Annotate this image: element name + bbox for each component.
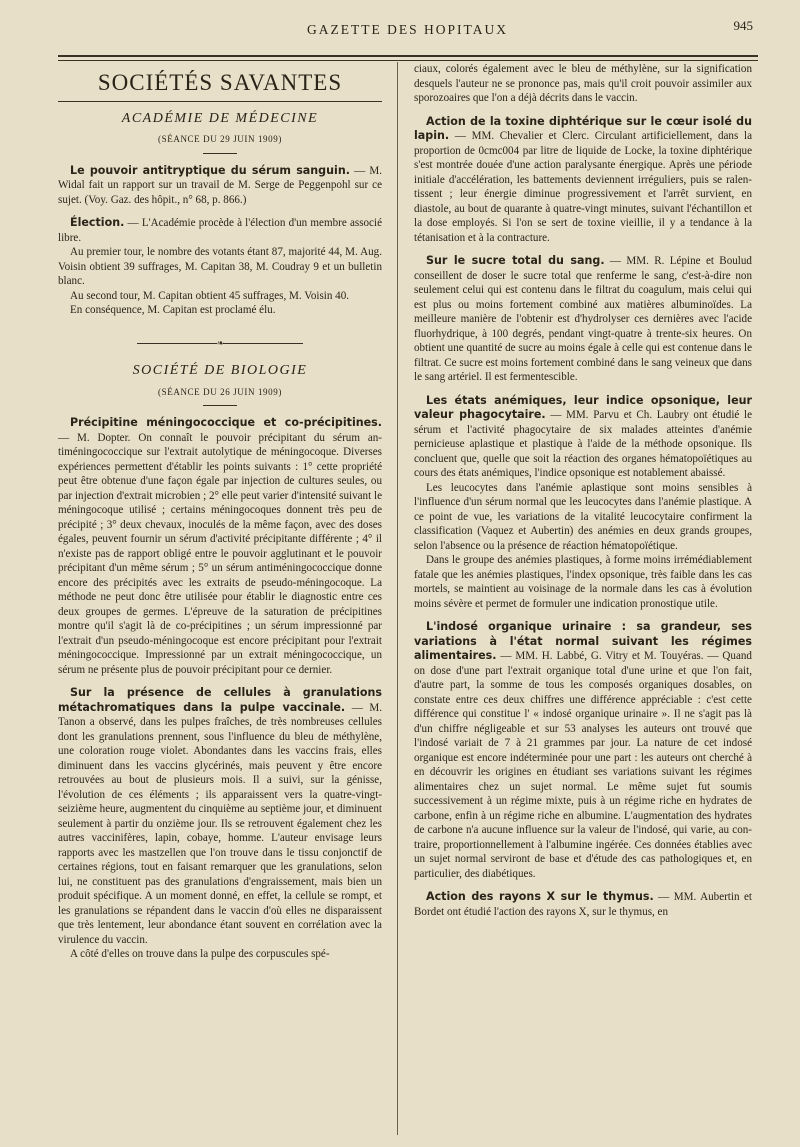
- article-text: — MM. Aubertin et Bordet ont étudié l'action des rayons X, sur le thymus, en: [414, 891, 752, 918]
- short-rule: [203, 405, 237, 406]
- article-title: Les états anémiques, leur indice opsonique, leur valeur phagocytaire.: [414, 393, 752, 421]
- paragraph: A côté d'elles on trouve dans la pulpe des corpuscules spé-: [70, 948, 330, 960]
- article-title: Précipitine méningococcique et co-précipitines.: [70, 416, 382, 429]
- paragraph-continued: ciaux, colorés également avec le bleu de méthylène, sur la signification desquels l'auteur ne se prononce pas, mais qu'il croit pouvoir assimiler aux sporozoaires que l'on a déjà décrits dans le vaccin.: [414, 63, 752, 104]
- article-text: — M. Tanon a observé, dans les pulpes fraîches, de très nombreuses cellules dont les granulations prennent, sous l'influence du bleu de méthylène, une coloration rouge violet. Abondantes dans les vaccins frais, elles diminuent dans les vaccins glycérinés, mais peuvent y être encore retrouvées au bout de plusieurs mois. Il a suivi, sur la génisse, l'évolution de ces éléments ; ils apparaissent vers la quatre-vingt-seizième heure, augmentent du cinquième au septième jour, et diminuent seulement à partir du onzième jour. Ils se retrouvent également chez les autres vaccinifères, lapin, cobaye, homme. L'auteur envisage leurs rapports avec les mastzellen que l'on trouve dans le tissu conjonctif de certaines régions, tout en faisant remarquer que les granulations, selon lui, ne constituent pas des granulations d'engraissement, mais bien un produit spécifique. A un moment donné, en effet, la cellule se rompt, et les granulations se répandent dans le vaccin d'où elles ne disparaissent que très lentement, leur abondance étant souvent en corrélation avec la virulence du vaccin.: [58, 701, 382, 946]
- article-precipitine: [58, 416, 382, 677]
- article-granulations: [58, 686, 382, 947]
- article-title: Sur le sucre total du sang.: [426, 254, 605, 267]
- article-text: — MM. H. Labbé, G. Vitry et M. Touyéras. — Quand on dose d'une part l'extrait organique total d'une urine et que l'on fait, d'autre part, la somme de tous les composés organiques dosables, on constate entre ces deux chiffres une différence appréciable : c'est cette différence qui constitue l' « indosé organique urinaire ». Il ne s'agit pas là d'un chiffre négligeable et sur 53 analyses les auteurs ont trouvé que l'indosé variait de 7 à 21 grammes par jour. La nature de cet indosé organique est encore indéterminée pour une part : les auteurs ont cherché à en découvrir les origines en étudiant ses variations suivant les régimes alimentaires chez un sujet normal. Le même sujet fut soumis successivement à un régime mixte, puis à un régime riche en hydrates de carbone, enfin à un régime riche en albumine. L'augmentation des hydrates de carbone n'a aucune influence sur la valeur de l'indosé, qui varie, au contraire, proportionnellement à l'albumine ingérée. Ces données établies avec un sujet normal serviront de base et d'étude des cas pathologiques et, en particulier, des diabétiques.: [414, 650, 752, 880]
- page-header: [60, 18, 755, 48]
- article-title: Élection.: [70, 216, 125, 229]
- paragraph: Les leucocytes dans l'anémie aplastique sont moins sensibles à l'influence d'un sérum normal que les leucocytes dans l'anémie plastique. A ce point de vue, les variations de la vitalité leucocytaire confirment la classification (Vaquez et Aubertin) des anémies en deux grands groupes, selon l'absence ou la présence de réaction hématopoïétique.: [414, 481, 752, 552]
- running-head: GAZETTE DES HOPITAUX: [307, 22, 508, 37]
- paragraph: En conséquence, M. Capitan est proclamé élu.: [70, 304, 276, 316]
- biologie-title: SOCIÉTÉ DE BIOLOGIE: [132, 363, 308, 378]
- header-rule: [58, 55, 758, 57]
- article-text: — MM. Parvu et Ch. Laubry ont étudié le sérum et l'activité phagocytaire de six malades atteintes d'anémie pernicieuse aplastique et plastique à l'aide de la méthode opsonique. Ils concluent que, quelle que soit la réaction des organes hématopoïétiques au cours des états anémiques, l'indice opsonique est notablement abaissé.: [414, 409, 753, 479]
- article-title: Action des rayons X sur le thymus.: [426, 890, 654, 903]
- right-column: [414, 62, 752, 1137]
- article-title: Le pouvoir antitryptique du sérum sanguin.: [70, 163, 350, 177]
- section-rule: [58, 101, 382, 102]
- paragraph: Au second tour, M. Capitan obtient 45 suffrages, M. Voisin 40.: [70, 289, 350, 302]
- fleuron-divider: ❧: [58, 336, 382, 351]
- article-text: — MM. R. Lépine et Boulud conseillent de doser le sucre total que renferme le sang, c'est-à-dire non seulement celui qui est contenu dans le filtrat du coagulum, mais celui qui est plus ou moins fortement combiné aux matières albuminoïdes. La meilleure manière de l'obtenir est d'hydrolyser ces dernières avec l'acide fluorhydrique, à 100 degrés, pendant vingt-quatre à trente-six heures. On obtient une quantité de sucre au moins égale à celle qui est contenue dans le filtrat. Ce sucre est moins fortement combiné dans le sang veineux que dans le sang artériel. Il est fermentescible.: [414, 255, 752, 383]
- article-toxine: [414, 115, 752, 246]
- article-rayons-x: [414, 890, 752, 919]
- article-sucre: [414, 254, 752, 385]
- academie-seance: (SÉANCE DU 29 JUIN 1909): [158, 134, 282, 144]
- paragraph: Dans le groupe des anémies plastiques, à forme moins irrémédiablement fatale que les anémies plastiques, l'index opsonique, très faible dans les cas mortels, se maintient au voisinage de la normale dans les cas à évolution moins sévère et permet de formuler une indication pronostique utile.: [414, 554, 752, 610]
- paragraph: Au premier tour, le nombre des votants étant 87, majorité 44, M. Aug. Voisin obtient 39 suffrages, M. Capitan 38, M. Coudray 9 et un bulletin blanc.: [58, 246, 382, 287]
- column-divider: [397, 62, 398, 1135]
- article-title: L'indosé organique urinaire : sa grandeur, ses variations à l'état normal suivant les régimes alimentaires.: [414, 620, 752, 662]
- section-title: SOCIÉTÉS SAVANTES: [97, 70, 343, 95]
- academie-title: ACADÉMIE DE MÉDECINE: [121, 110, 319, 126]
- article-text: — M. Widal fait un rapport sur un travail de M. Serge de Peggenpohl sur ce sujet. (Voy. Gaz. des hôpit., n° 68, p. 866.): [58, 164, 382, 206]
- article-anemiques: [414, 394, 752, 481]
- article-indose: [414, 620, 752, 881]
- article-text: — M. Dopter. On connaît le pouvoir précipitant du sérum antiméningococcique sur l'extrait autolytique de méningocoque. Diverses expériences permettent d'établir les points suivants : 1° cette propriété peut être obtenue d'une façon égale par injection de cultures seules, ou par injection d'extrait microbien ; 2° elle peut varier d'intensité suivant le méningocoque utilisé ; certains méningocoques donnent très peu de précipité ; 3° deux chevaux, inoculés de la même façon, avec des doses égales, peuvent fournir un sérum d'activité précipitante différente ; 4° il n'existe pas de rapport obligé entre le pouvoir agglutinant et le pouvoir précipitant d'un même sérum ; 5° un sérum antiméningococcique donne encore des précipités avec les extraits de pseudo-méningocoque. La méthode ne peut donc être utilisée pour établir le diagnostic entre ces deux groupes de germes. L'épreuve de la saturation de précipitines montre qu'il s'agit là de co-précipitines ; un sérum impressionné par l'extrait d'un pseudo-méningocoque est encore précipitant pour l'extrait méningococcique. Impressionné par un extrait méningococcique, un sérum ne présente plus de pouvoir précipitant pour ce dernier.: [58, 431, 382, 676]
- biologie-seance: (SÉANCE DU 26 JUIN 1909): [158, 386, 282, 397]
- left-column: [58, 62, 382, 1137]
- article-text: — L'Académie procède à l'élection d'un membre associé libre.: [58, 217, 382, 244]
- header-rule-thin: [58, 60, 758, 61]
- short-rule: [203, 153, 237, 154]
- article-title: Sur la présence de cellules à granulations métachromatiques dans la pulpe vaccinale.: [58, 686, 382, 714]
- page-number: 945: [733, 18, 753, 33]
- article-title: Action de la toxine diphtérique sur le cœur isolé du lapin.: [414, 114, 752, 142]
- article-text: — MM. Chevalier et Clerc. Circulant artificiellement, dans la proportion de 0cmc004 par litre de liquide de Locke, la toxine diphtérique s'est montrée douée d'une action paralysante énergique. Après une période initiale d'accélération, les battements deviennent irréguliers, puis se ralentissent ; leur énergie diminue progressivement et l'arrêt survient, en diastole, au bout de quarante à quatre-vingt minutes, suivant l'échantillon et la dose employés. Si l'on se sert de toxine vieillie, il y a tendance à la tétanisation et à la contracture.: [414, 130, 752, 244]
- article-antitryptique: [58, 164, 382, 208]
- article-election: [58, 216, 382, 245]
